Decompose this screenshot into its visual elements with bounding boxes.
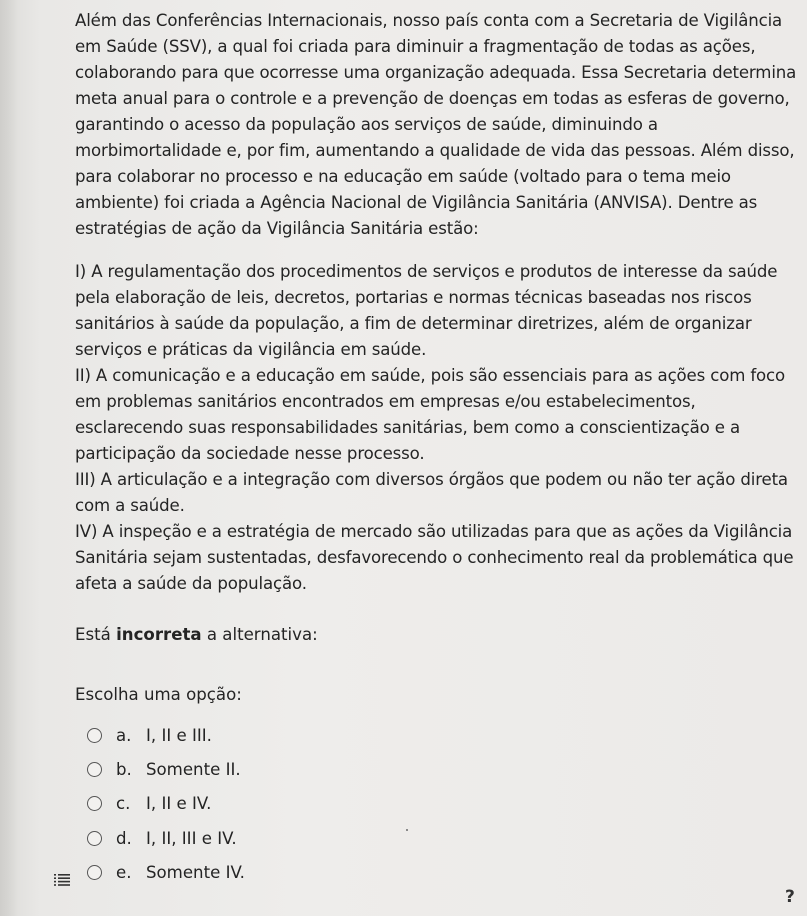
radio-button-d[interactable] bbox=[87, 831, 102, 846]
prompt-prefix: Está bbox=[75, 625, 117, 644]
radio-button-a[interactable] bbox=[87, 728, 102, 743]
answer-label: Escolha uma opção: bbox=[75, 685, 242, 704]
option-text: I, II, III e IV. bbox=[146, 828, 237, 848]
page-edge-shadow bbox=[0, 0, 18, 916]
option-text: Somente II. bbox=[146, 760, 241, 780]
answer-options bbox=[87, 718, 587, 890]
prompt-suffix: a alternativa: bbox=[201, 625, 318, 644]
prompt-emphasis: incorreta bbox=[116, 625, 202, 644]
option-b[interactable] bbox=[87, 752, 587, 786]
option-d[interactable] bbox=[87, 821, 587, 855]
help-icon[interactable]: ? bbox=[785, 887, 795, 907]
option-text: I, II e IV. bbox=[146, 794, 212, 814]
statement-2: II) A comunicação e a educação em saúde, pois são essenciais para as ações com foco em problemas sanitários encontrados em empresas e/ou estabelecimentos, esclarecendo suas responsabilidades sanitárias, bem como a conscientização e a participação da sociedade nesse processo. bbox=[75, 366, 786, 463]
option-text: Somente IV. bbox=[146, 863, 245, 883]
option-text: I, II e III. bbox=[146, 725, 212, 745]
radio-button-c[interactable] bbox=[87, 796, 102, 811]
radio-button-e[interactable] bbox=[87, 865, 102, 880]
question-intro: Além das Conferências Internacionais, nosso país conta com a Secretaria de Vigilância em Saúde (SSV), a qual foi criada para diminuir a fragmentação de todas as ações, colaborando para que ocorresse uma organização adequada. Essa Secretaria determina meta anual para o controle e a prevenção de doenças em todas as esferas de governo, garantindo o acesso da população aos serviços de saúde, diminuindo a morbimortalidade e, por fim, aumentando a qualidade de vida das pessoas. Além disso, para colaborar no processo e na educação em saúde (voltado para o tema meio ambiente) foi criada a Agência Nacional de Vigilância Sanitária (ANVISA). Dentre as estratégias de ação da Vigilância Sanitária estão: bbox=[75, 11, 797, 238]
radio-button-b[interactable] bbox=[87, 762, 102, 777]
option-c[interactable] bbox=[87, 787, 587, 821]
statement-4: IV) A inspeção e a estratégia de mercado são utilizadas para que as ações da Vigilância Sanitária sejam sustentadas, desfavorecendo o conhecimento real da problemática que afeta a saúde da população. bbox=[75, 522, 794, 593]
option-e[interactable] bbox=[87, 856, 587, 890]
cursor-speck bbox=[406, 829, 408, 831]
list-icon[interactable] bbox=[54, 873, 70, 887]
option-letter: a. bbox=[116, 725, 132, 745]
option-letter: b. bbox=[116, 760, 132, 780]
statement-3: III) A articulação e a integração com diversos órgãos que podem ou não ter ação direta com a saúde. bbox=[75, 470, 788, 515]
statement-1: I) A regulamentação dos procedimentos de serviços e produtos de interesse da saúde pela elaboração de leis, decretos, portarias e normas técnicas baseadas nos riscos sanitários à saúde da população, a fim de determinar diretrizes, além de organizar serviços e práticas da vigilância em saúde. bbox=[75, 262, 778, 359]
option-letter: e. bbox=[116, 863, 132, 883]
option-letter: d. bbox=[116, 828, 132, 848]
option-letter: c. bbox=[116, 794, 131, 814]
question-prompt bbox=[75, 622, 318, 648]
question-text bbox=[75, 8, 801, 597]
option-a[interactable] bbox=[87, 718, 587, 752]
